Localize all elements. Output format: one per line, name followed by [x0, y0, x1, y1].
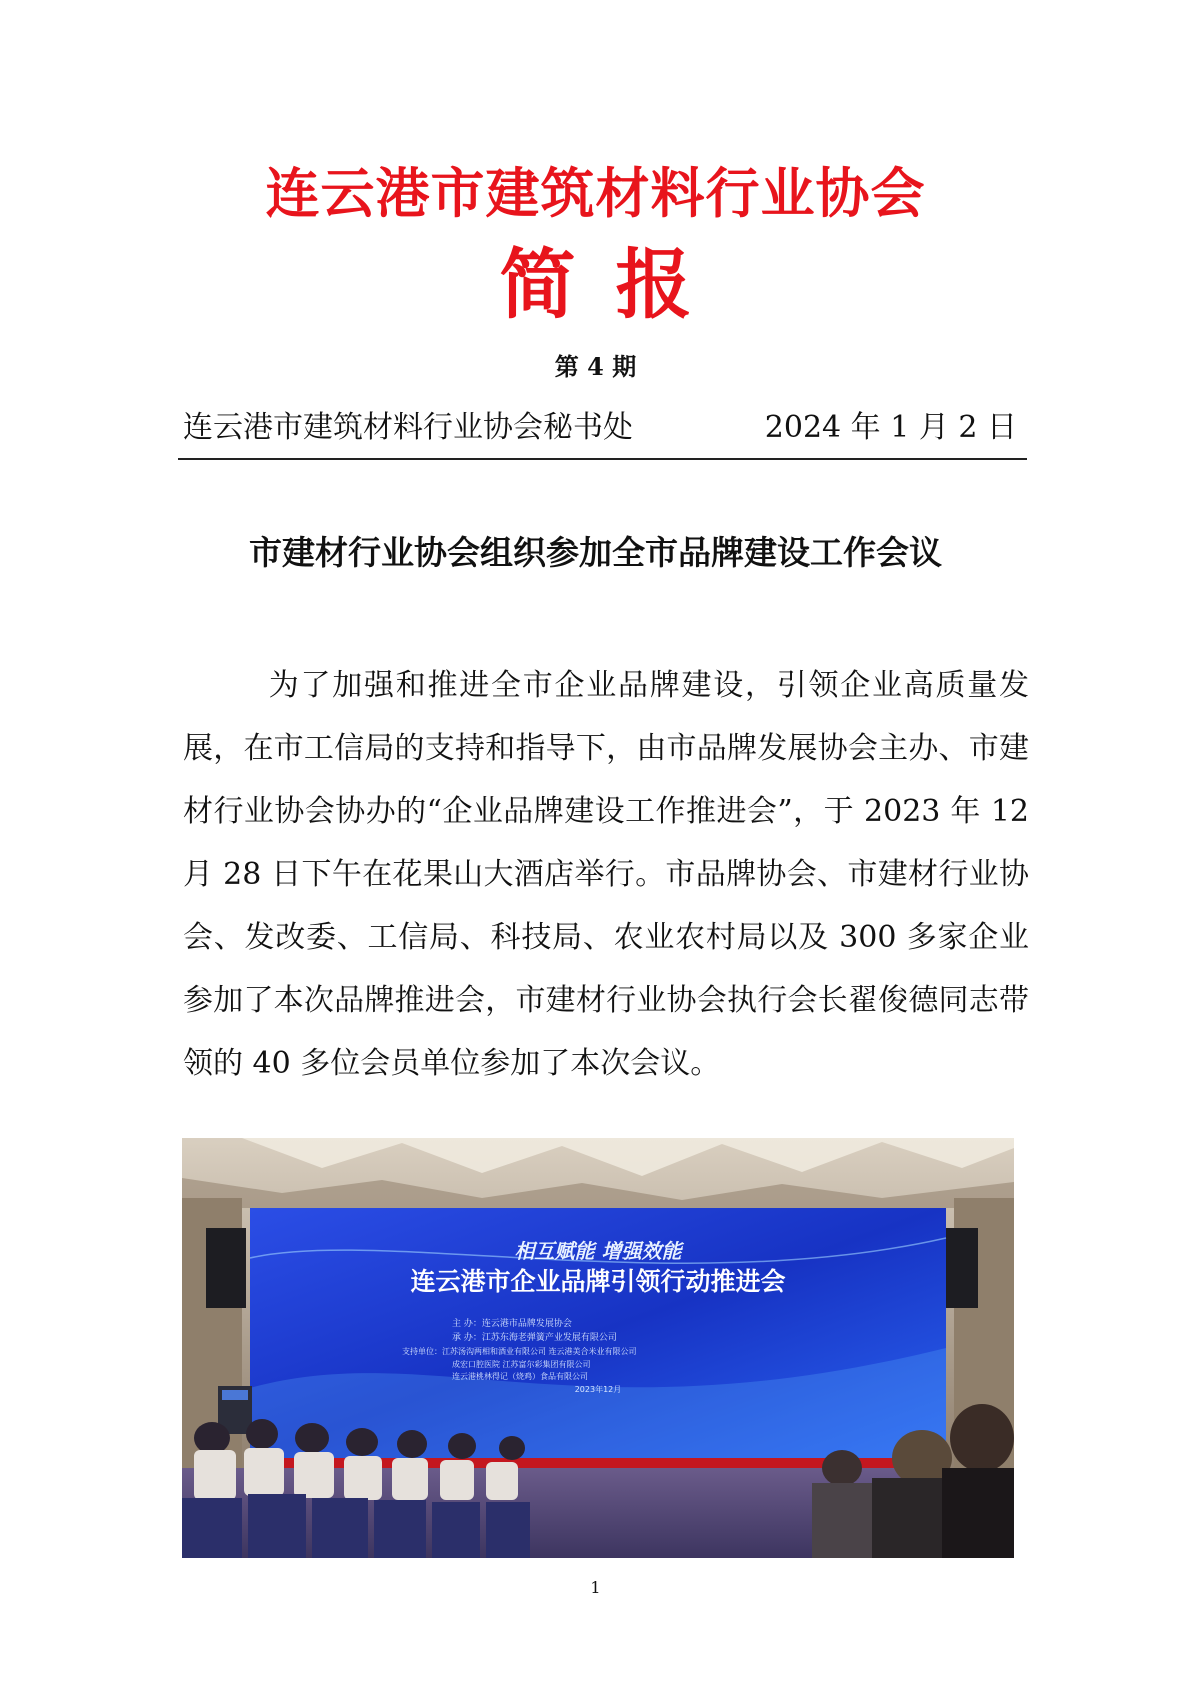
- org-title: 连云港市建筑材料行业协会: [265, 161, 926, 225]
- issuer: 连云港市建筑材料行业协会秘书处: [183, 410, 633, 445]
- issue-date: 2024 年 1 月 2 日: [764, 410, 1017, 445]
- issue-number: 第 4 期: [554, 352, 637, 381]
- screen-supporters-3: 连云港桃林得记（烧鸡）食品有限公司: [452, 1372, 588, 1381]
- screen-date: 2023年12月: [574, 1385, 622, 1394]
- screen-supporters-2: 成宏口腔医院 江苏富尔彩集团有限公司: [452, 1360, 591, 1369]
- header-divider: [178, 458, 1027, 460]
- brief-title: 简报: [499, 240, 732, 329]
- conference-photo: [182, 1138, 1014, 1558]
- page-number: 1: [590, 1578, 601, 1597]
- article-body: [183, 654, 1029, 1095]
- screen-slogan: 相互赋能 增强效能: [514, 1239, 682, 1263]
- article-paragraph: 为了加强和推进全市企业品牌建设，引领企业高质量发展，在市工信局的支持和指导下，由市品牌发展协会主办、市建材行业协会协办的“企业品牌建设工作推进会”，于 2023 年 12 月 28 日下午在花果山大酒店举行。市品牌协会、市建材行业协会、发改委、工信局、科技局、农业农村局以及 300 多家企业参加了本次品牌推进会，市建材行业协会执行会长翟俊德同志带领的 40 多位会员单位参加了本次会议。: [183, 668, 1029, 1081]
- screen-event-title: 连云港市企业品牌引领行动推进会: [410, 1267, 786, 1296]
- screen-undertaker: 承 办：江苏东海老弹簧产业发展有限公司: [452, 1333, 617, 1343]
- article-title: 市建材行业协会组织参加全市品牌建设工作会议: [249, 533, 942, 572]
- screen-supporters-1: 支持单位：江苏汤沟两相和酒业有限公司 连云港美合米业有限公司: [402, 1347, 637, 1356]
- screen-organizer: 主 办：连云港市品牌发展协会: [452, 1319, 572, 1329]
